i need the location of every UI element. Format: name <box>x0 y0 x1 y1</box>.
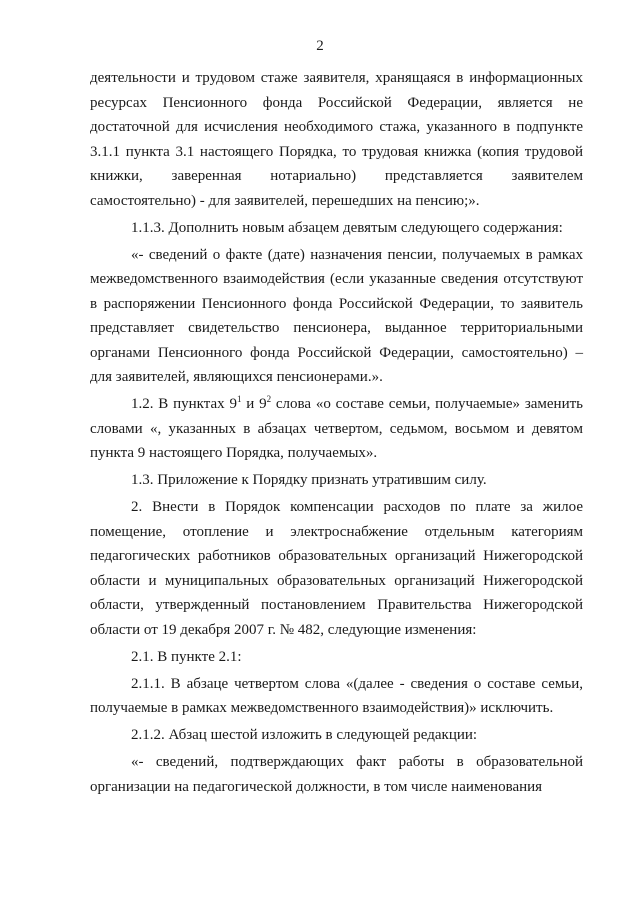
paragraph-1-2-part-b: и 9 <box>241 396 267 412</box>
paragraph-1-3: 1.3. Приложение к Порядку признать утратившим силу. <box>131 472 487 488</box>
paragraph-1-2 <box>90 392 583 466</box>
paragraph-1-2-part-c: слова «о составе семьи, получаемые» заменить словами «, указанных в абзацах четвертом, седьмом, восьмом и девятом пункта 9 настоящего Порядка, получаемых». <box>90 396 584 461</box>
paragraph-quoted-start: «- сведений, подтверждающих факт работы в образовательной организации на педагогической должности, в том числе наименования <box>90 754 583 795</box>
document-body <box>90 66 583 802</box>
paragraph-1-2-part-a: 1.2. В пунктах 9 <box>131 396 237 412</box>
paragraph-2-1: 2.1. В пункте 2.1: <box>131 648 242 665</box>
paragraph-2-1-2: 2.1.2. Абзац шестой изложить в следующей редакции: <box>131 727 478 743</box>
paragraph-continuation: деятельности и трудовом стаже заявителя, хранящаяся в информационных ресурсах Пенсионного фонда Российской Федерации, является не достаточной для исчисления необходимого стажа, указанного в подпункте 3.1.1 пункта 3.1 настоящего Порядка, то трудовая книжка (копия трудовой книжки, заверенная нотариально) представляется заявителем самостоятельно) - для заявителей, перешедших на пенсию;». <box>90 70 583 209</box>
page-number: 2 <box>316 38 324 54</box>
paragraph-1-1-3: 1.1.3. Дополнить новым абзацем девятым следующего содержания: <box>131 219 563 236</box>
superscript-1: 1 <box>236 394 242 404</box>
paragraph-2: 2. Внести в Порядок компенсации расходов по плате за жилое помещение, отопление и электроснабжение отдельным категориям педагогических работников образовательных организаций Нижегородской области и муниципальных образовательных организаций Нижегородской области, утвержденный постановлением Правительства Нижегородской области от 19 декабря 2007 г. № 482, следующие изменения: <box>90 499 583 638</box>
paragraph-2-1-1: 2.1.1. В абзаце четвертом слова «(далее - сведения о составе семьи, получаемые в рамках межведомственного взаимодействия)» исключить. <box>90 675 583 716</box>
superscript-2: 2 <box>266 394 272 404</box>
paragraph-pension-info: «- сведений о факте (дате) назначения пенсии, получаемых в рамках межведомственного взаимодействия (если указанные сведения отсутствуют в распоряжении Пенсионного фонда Российской Федерации, то заявитель представляет свидетельство пенсионера, выданное территориальными органами Пенсионного фонда Российской Федерации, самостоятельно) – для заявителей, являющихся пенсионерами.». <box>90 246 583 385</box>
